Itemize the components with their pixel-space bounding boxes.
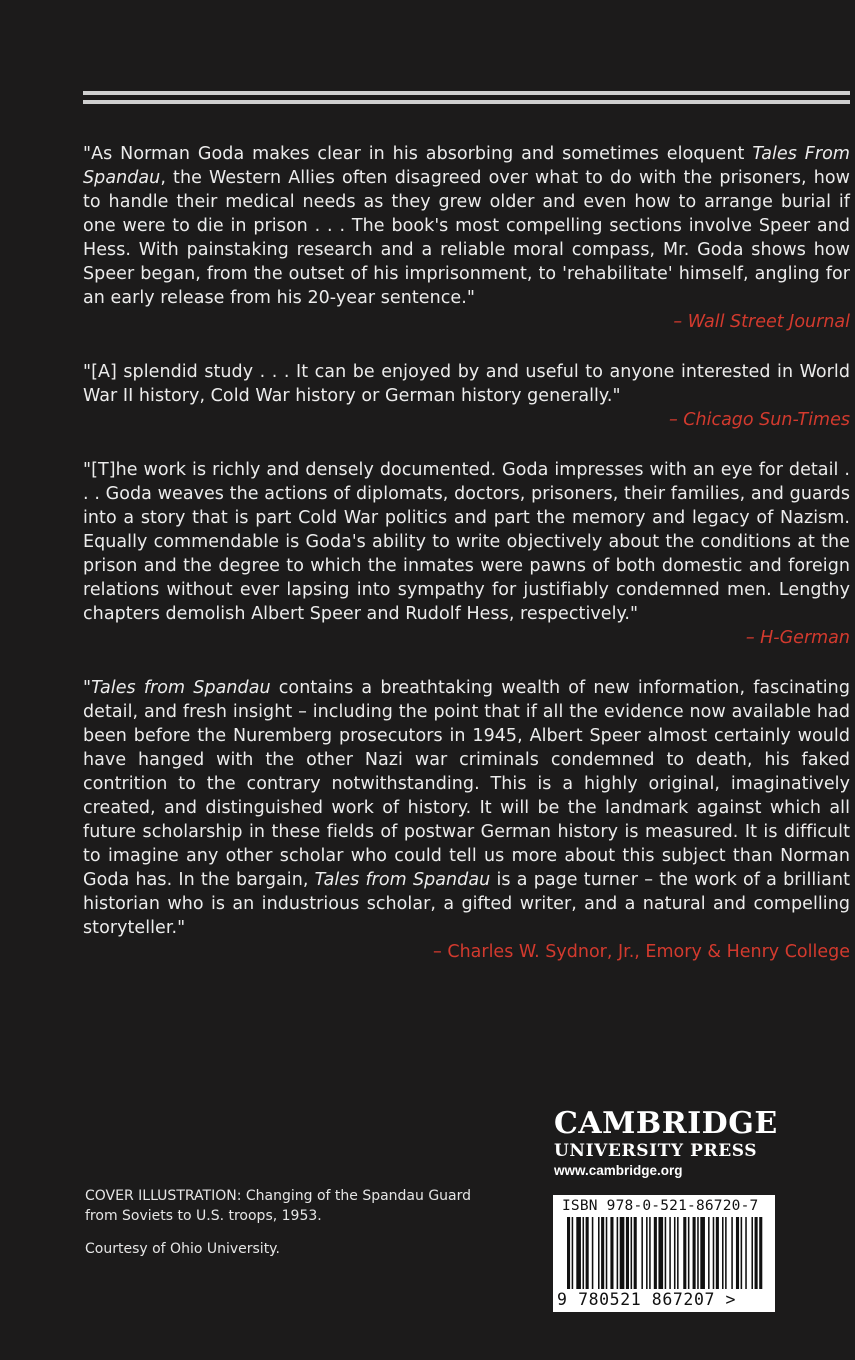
barcode-bar [634, 1217, 637, 1289]
barcode-bar [736, 1217, 739, 1289]
barcode-bar [586, 1217, 589, 1289]
book-title-italic: Tales from Spandau [314, 870, 491, 890]
barcode-bar [649, 1217, 651, 1289]
barcode-bar [741, 1217, 743, 1289]
barcode-bar [576, 1217, 581, 1289]
quote-attribution: – H-German [745, 628, 850, 648]
barcode-bar [755, 1217, 758, 1289]
isbn-barcode [553, 1195, 775, 1312]
barcode-bar [708, 1217, 710, 1289]
barcode-bar [626, 1217, 629, 1289]
barcode-bar [693, 1217, 696, 1289]
barcode-bar [745, 1217, 747, 1289]
barcode-bar [572, 1217, 574, 1289]
quote-text: "Tales from Spandau contains a breathtaking wealth of new information, fascinating detail, and fresh insight – including the point that if all the evidence now available had been before the Nuremberg prosecutors in 1945, Albert Speer almost certainly would have hanged with the other Nazi war criminals condemned to death, his faked contrition to the contrary notwithstanding. This is a highly original, imaginatively created, and distinguished work of history. It will be the landmark against which all future scholarship in these fields of postwar German history is measured. It is difficult to imagine any other scholar who could tell us more about this subject than Norman Goda has. In the bargain, Tales from Spandau is a page turner – the work of a brilliant historian who is an industrious scholar, a gifted writer, and a natural and compelling storyteller." [83, 678, 851, 938]
cover-illustration-line-2: from Soviets to U.S. troops, 1953. [85, 1208, 322, 1224]
barcode-bar [610, 1217, 613, 1289]
book-title-italic: Tales From Spandau [83, 144, 850, 188]
barcode-bar [751, 1217, 753, 1289]
quote-wsj [83, 142, 850, 334]
quote-attribution: – Wall Street Journal [673, 312, 850, 332]
barcode-bar [601, 1217, 604, 1289]
cover-illustration-line-1: COVER ILLUSTRATION: Changing of the Spandau Guard [85, 1188, 472, 1204]
quote-chicago [83, 360, 850, 432]
barcode-bar [598, 1217, 600, 1289]
barcode-bar [641, 1217, 643, 1289]
barcode-bar [617, 1217, 619, 1289]
top-rule-1 [83, 91, 850, 95]
publisher-subtitle: UNIVERSITY PRESS [554, 1141, 758, 1161]
barcode-bar [683, 1217, 686, 1289]
barcode-bar [688, 1217, 690, 1289]
barcode-bar [759, 1217, 762, 1289]
barcode-bar [592, 1217, 594, 1289]
barcode-bar [722, 1217, 724, 1289]
barcode-bar [665, 1217, 667, 1289]
barcode-bar [646, 1217, 648, 1289]
quote-attribution: – Chicago Sun-Times [668, 410, 850, 430]
cover-credit [85, 1186, 515, 1259]
barcode-bar [658, 1217, 663, 1289]
quote-text: "[T]he work is richly and densely documented. Goda impresses with an eye for detail . . . Goda weaves the actions of diplomats, doctors, prisoners, their families, and guards into a story that is part Cold War politics and part the memory and legacy of Nazism. Equally commendable is Goda's ability to write objectively about the conditions at the prison and the degree to which the inmates were pawns of both domestic and foreign relations without ever lapsing into sympathy for justifiably condemned men. Lengthy chapters demolish Albert Speer and Rudolf Hess, respectively." [83, 460, 850, 624]
review-quotes [83, 142, 850, 990]
barcode-bar [731, 1217, 733, 1289]
barcode-bars [553, 1217, 775, 1291]
top-rule-2 [83, 100, 850, 104]
barcode-bar [567, 1217, 570, 1289]
barcode-bar [583, 1217, 585, 1289]
quote-sydnor [83, 676, 850, 964]
barcode-bar [713, 1217, 715, 1289]
barcode-bar [620, 1217, 625, 1289]
barcode-bar [677, 1217, 679, 1289]
barcode-bar [654, 1217, 657, 1289]
barcode-bar [700, 1217, 705, 1289]
book-title-italic: Tales from Spandau [91, 678, 271, 698]
cover-courtesy: Courtesy of Ohio University. [85, 1241, 280, 1257]
barcode-bar [697, 1217, 699, 1289]
publisher-name: CAMBRIDGE [554, 1106, 778, 1141]
isbn-number: ISBN 978-0-521-86720-7 [562, 1198, 759, 1214]
barcode-digits: 9 780521 867207 > [557, 1290, 737, 1309]
quote-text: "[A] splendid study . . . It can be enjoyed by and useful to anyone interested in World War II history, Cold War history or German history generally." [83, 362, 850, 406]
barcode-bar [725, 1217, 727, 1289]
publisher-logo [554, 1108, 776, 1180]
barcode-bar [606, 1217, 608, 1289]
barcode-bar [631, 1217, 633, 1289]
quote-attribution: – Charles W. Sydnor, Jr., Emory & Henry College [433, 942, 850, 962]
quote-hgerman [83, 458, 850, 650]
quote-text: "As Norman Goda makes clear in his absorbing and sometimes eloquent Tales From Spandau, the Western Allies often disagreed over what to do with the prisoners, how to handle their medical needs as they grew older and even how to arrange burial if one were to die in prison . . . The book's most compelling sections involve Speer and Hess. With painstaking research and a reliable moral compass, Mr. Goda shows how Speer began, from the outset of his imprisonment, to 'rehabilitate' himself, angling for an early release from his 20-year sentence." [83, 144, 850, 308]
barcode-bar [669, 1217, 671, 1289]
publisher-url: www.cambridge.org [554, 1163, 683, 1178]
barcode-bar [674, 1217, 676, 1289]
barcode-bar [716, 1217, 719, 1289]
